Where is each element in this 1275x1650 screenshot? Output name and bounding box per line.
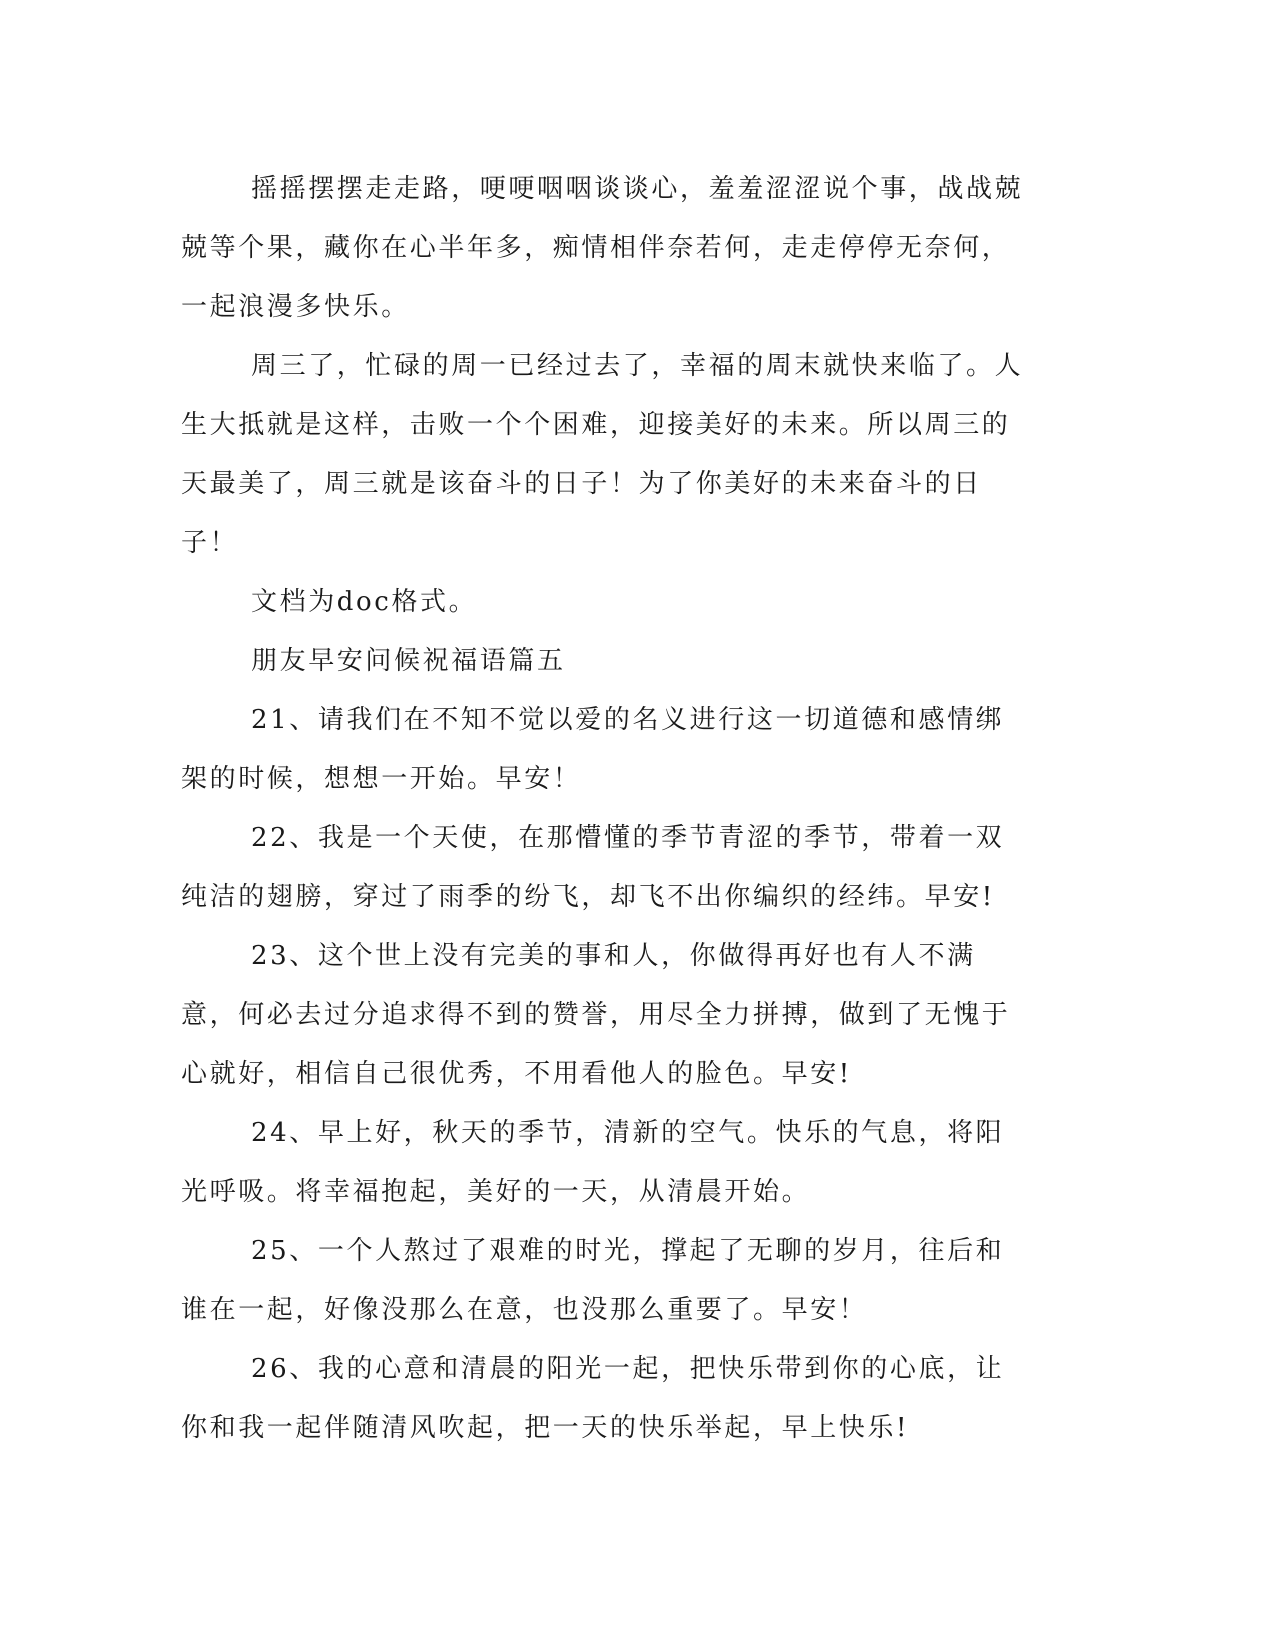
list-item-22: 22、我是一个天使，在那懵懂的季节青涩的季节，带着一双纯洁的翅膀，穿过了雨季的纷飞，却飞不出你编织的经纬。早安!: [181, 823, 1005, 912]
section-heading: 朋友早安问候祝福语篇五: [251, 646, 566, 676]
paragraph-wednesday: 周三了，忙碌的周一已经过去了，幸福的周末就快来临了。人生大抵就是这样，击败一个个困难，迎接美好的未来。所以周三的天最美了，周三就是该奋斗的日子！为了你美好的未来奋斗的日子！: [181, 351, 1024, 558]
list-item-24: 24、早上好，秋天的季节，清新的空气。快乐的气息，将阳光呼吸。将幸福抱起，美好的一天，从清晨开始。: [181, 1118, 1005, 1207]
list-item-21: 21、请我们在不知不觉以爱的名义进行这一切道德和感情绑架的时候，想想一开始。早安！: [181, 705, 1005, 794]
list-item-25: 25、一个人熬过了艰难的时光，撑起了无聊的岁月，往后和谁在一起，好像没那么在意，也没那么重要了。早安！: [181, 1236, 1005, 1325]
list-item-23: 23、这个世上没有完美的事和人，你做得再好也有人不满意，何必去过分追求得不到的赞誉，用尽全力拼搏，做到了无愧于心就好，相信自己很优秀，不用看他人的脸色。早安!: [181, 941, 1011, 1089]
list-item-26: 26、我的心意和清晨的阳光一起，把快乐带到你的心底，让你和我一起伴随清风吹起，把一天的快乐举起，早上快乐!: [181, 1354, 1005, 1443]
paragraph-doc-format: 文档为doc格式。: [251, 587, 478, 617]
paragraph-poem: 摇摇摆摆走走路，哽哽咽咽谈谈心，羞羞涩涩说个事，战战兢兢等个果，藏你在心半年多，痴情相伴奈若何，走走停停无奈何，一起浪漫多快乐。: [181, 174, 1024, 322]
document-body: [181, 160, 1031, 1458]
